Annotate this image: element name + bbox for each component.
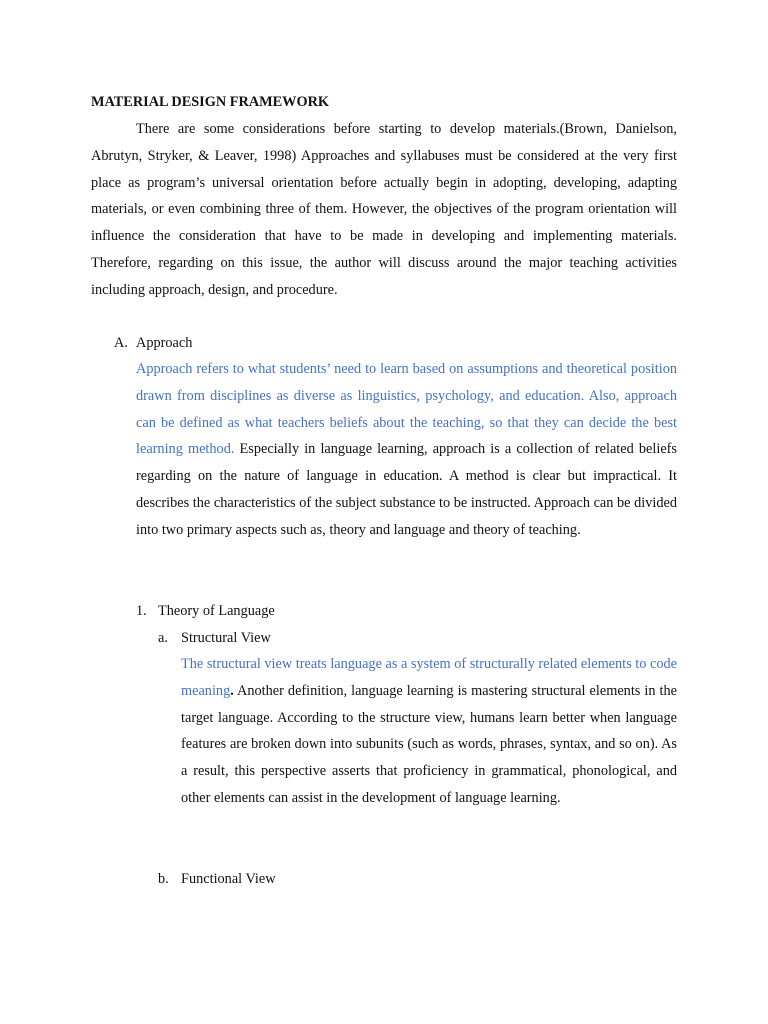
item-b-marker: b.: [158, 871, 169, 887]
item-1-marker: 1.: [136, 603, 147, 619]
item-a-bold-period: .: [230, 682, 234, 699]
section-a-body-text: Especially in language learning, approach is a collection of related beliefs regarding on the nature of language in education. A method is clear but impractical. It describes the characteristics of the subject substance to be instructed. Approach can be divided into two primary aspects such as, theory and language and theory of teaching.: [136, 441, 677, 538]
item-b-heading: Functional View: [181, 871, 276, 887]
section-a-paragraph: [136, 356, 677, 544]
item-a-marker: a.: [158, 630, 168, 646]
section-a-highlighted-text: Approach refers to what students’ need to learn based on assumptions and theoretical position drawn from disciplines as diverse as linguistics, psychology, and education. Also, approach can be defined as what teachers beliefs about the teaching, so that they can decide the best learning method.: [136, 361, 677, 458]
section-a-marker: A.: [114, 335, 128, 351]
item-a-body-text: Another definition, language learning is mastering structural elements in the target language. According to the structure view, humans learn better when language features are broken down into subunits (such as words, phrases, syntax, and so on). As a result, this perspective asserts that proficiency in grammatical, phonological, and other elements can assist in the development of language learning.: [181, 682, 677, 806]
item-a-highlighted-text: The structural view treats language as a system of structurally related elements to code meaning: [181, 656, 677, 699]
intro-paragraph: [91, 116, 677, 304]
intro-text: There are some considerations before starting to develop materials.(Brown, Danielson, Abrutyn, Stryker, & Leaver, 1998) Approaches and syllabuses must be considered at the very first place as program’s universal orientation before actually begin in adopting, developing, adapting materials, or even combining three of them. However, the objectives of the program orientation will influence the consideration that have to be made in developing and implementing materials. Therefore, regarding on this issue, the author will discuss around the major teaching activities including approach, design, and procedure.: [91, 121, 677, 298]
item-1-heading: Theory of Language: [158, 603, 275, 619]
document-title: MATERIAL DESIGN FRAMEWORK: [91, 94, 330, 110]
item-a-heading: Structural View: [181, 630, 271, 646]
section-a-heading: Approach: [136, 335, 193, 351]
item-a-paragraph: [181, 651, 677, 812]
